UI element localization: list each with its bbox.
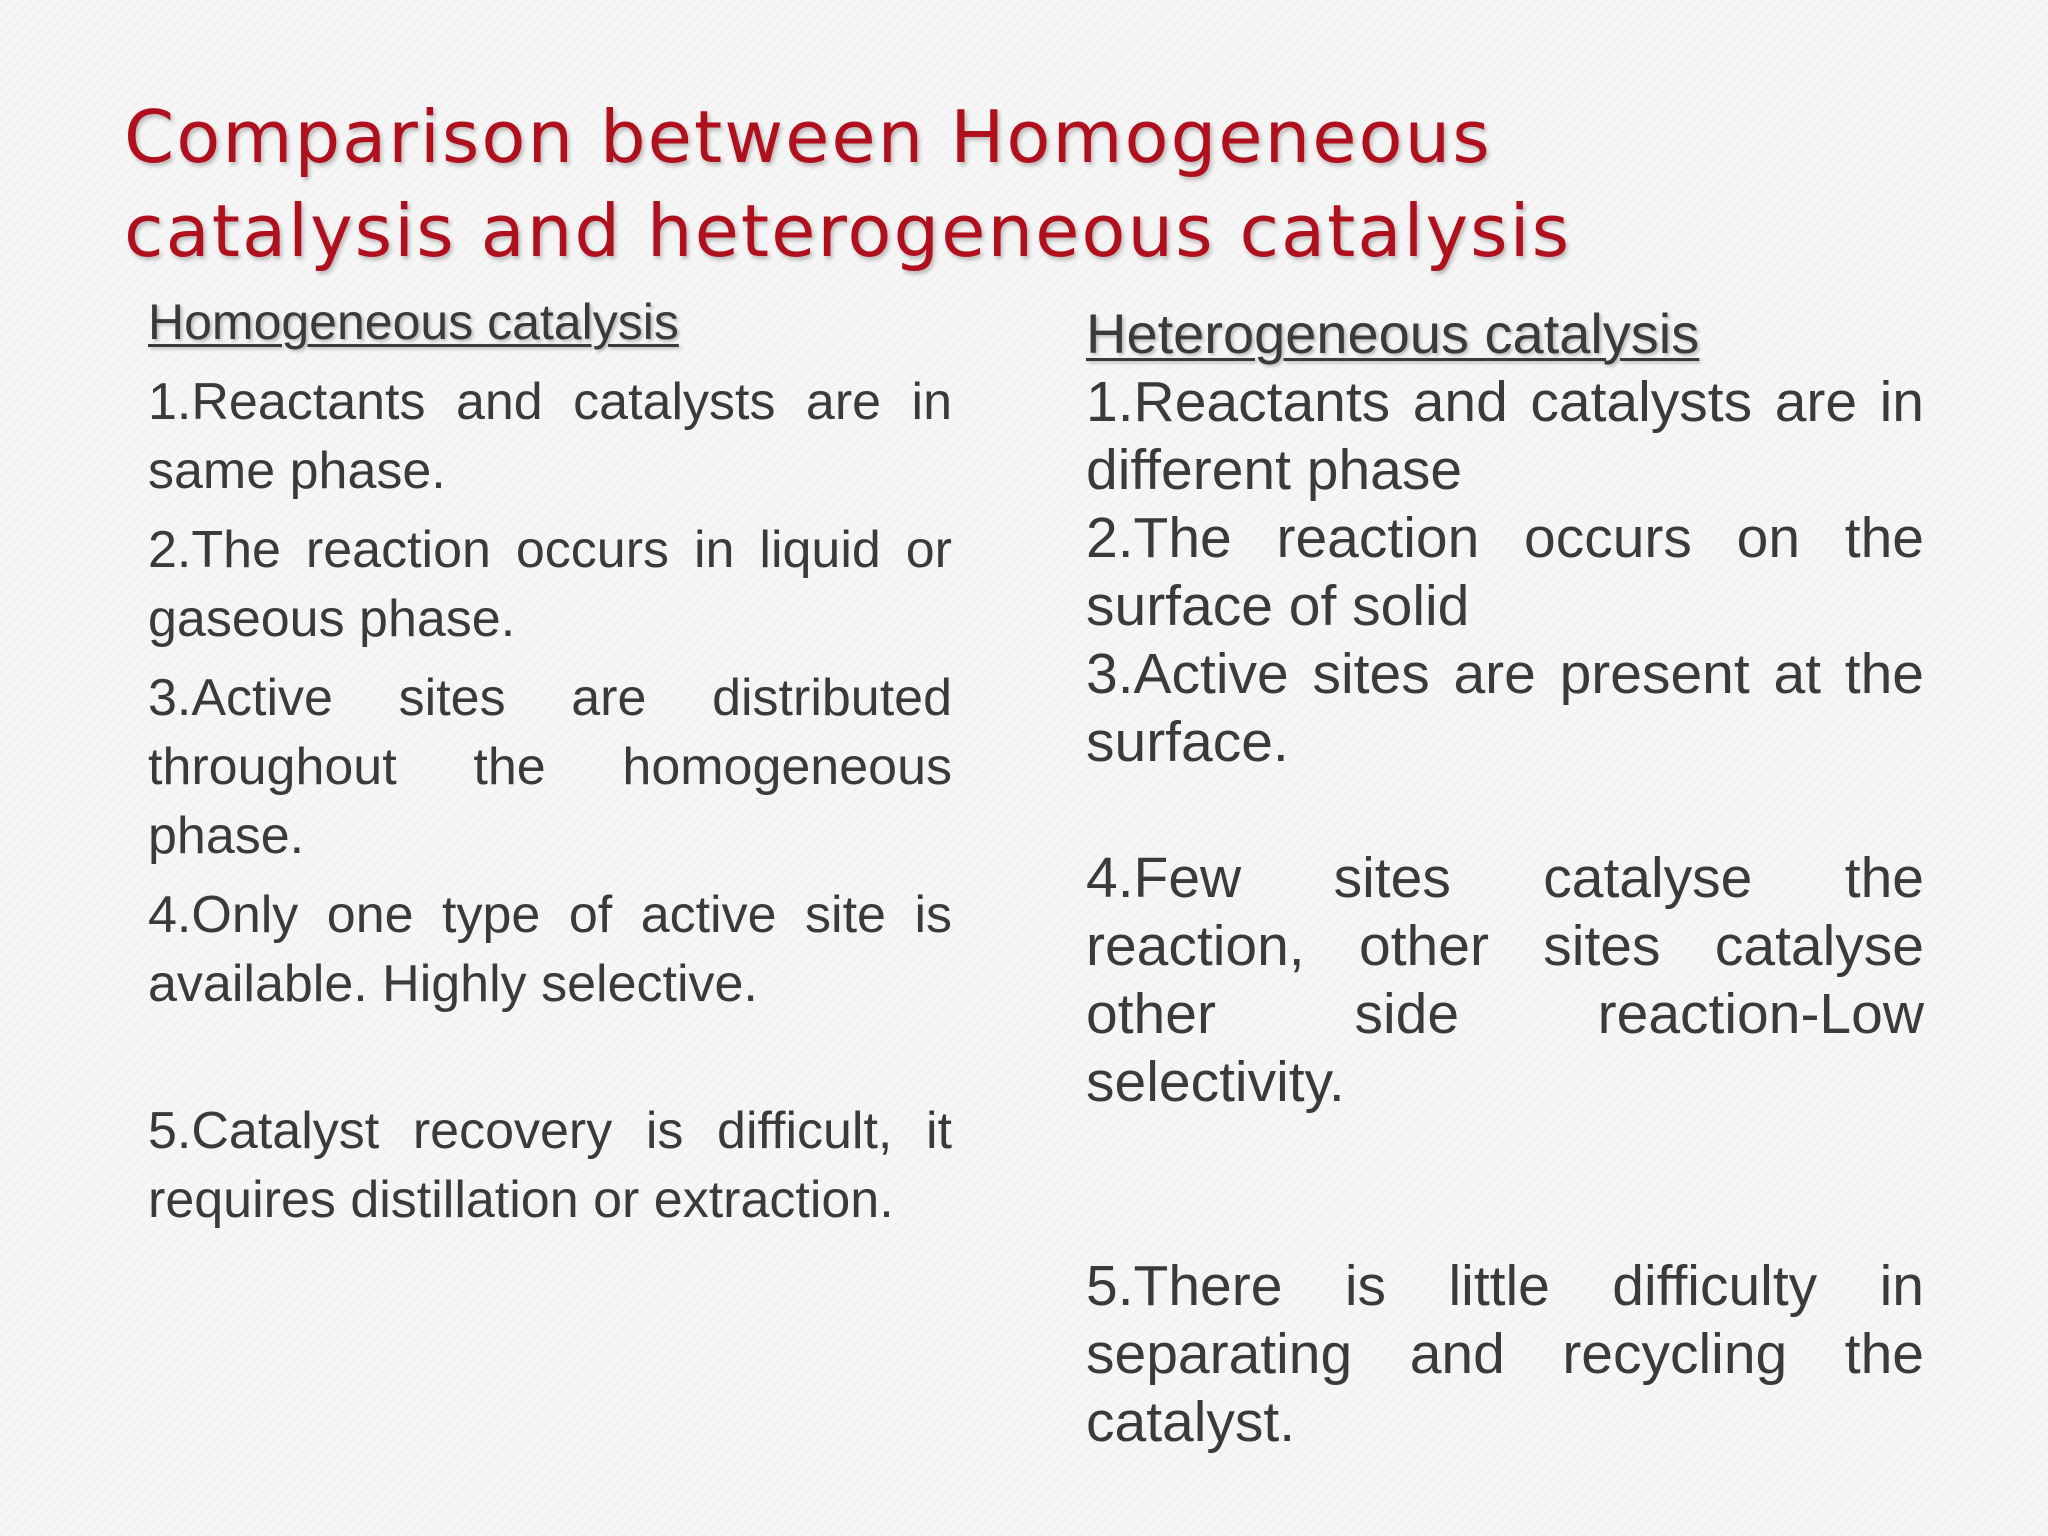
homogeneous-point-3: 3.Active sites are distributed throughout the homogeneous phase. (148, 669, 952, 865)
homogeneous-point-2: 2.The reaction occurs in liquid or gaseous phase. (148, 521, 952, 648)
heterogeneous-point-5: 5.There is little difficulty in separating and recycling the catalyst. (1086, 1254, 1924, 1454)
heterogeneous-point-4: 4.Few sites catalyse the reaction, other sites catalyse other side reaction-Low selectivity. (1086, 846, 1924, 1114)
homogeneous-point-5: 5.Catalyst recovery is difficult, it requires distillation or extraction. (148, 1102, 952, 1229)
heterogeneous-heading: Heterogeneous catalysis (1086, 302, 1700, 365)
homogeneous-point-1: 1.Reactants and catalysts are in same phase. (148, 373, 952, 500)
slide-title-line-2: catalysis and heterogeneous catalysis (124, 189, 1572, 273)
homogeneous-column (148, 288, 952, 1235)
heterogeneous-point-1: 1.Reactants and catalysts are in different phase (1086, 370, 1924, 502)
slide-title (124, 90, 1824, 278)
slide-title-line-1: Comparison between Homogeneous (124, 95, 1492, 179)
heterogeneous-point-3: 3.Active sites are present at the surface. (1086, 642, 1924, 774)
homogeneous-point-4: 4.Only one type of active site is available. Highly selective. (148, 886, 952, 1013)
heterogeneous-column (1086, 298, 1924, 1456)
homogeneous-heading: Homogeneous catalysis (148, 294, 679, 350)
heterogeneous-point-2: 2.The reaction occurs on the surface of solid (1086, 506, 1924, 638)
